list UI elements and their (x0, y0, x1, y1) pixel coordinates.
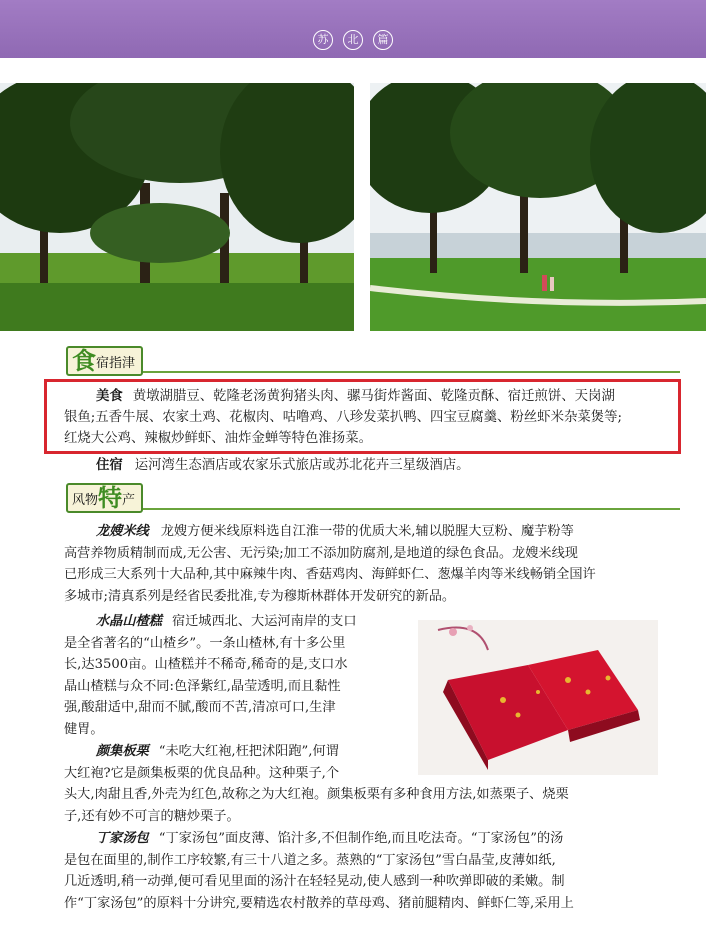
product-text: 宿迁城西北、大运河南岸的支口 (171, 614, 357, 629)
product-text: 晶山楂糕与众不同:色泽紫红,晶莹透明,而且黏性 (64, 678, 341, 694)
lodging-paragraph (64, 455, 680, 476)
food-lodging-title-big: 食 (72, 347, 96, 375)
product-hawthorn-cake (64, 611, 416, 740)
food-label: 美食 (96, 389, 123, 404)
food-line-3: 红烧大公鸡、辣椒炒鲜虾、油炸金蝉等特色淮扬菜。 (64, 431, 372, 446)
product-name-hawthorn: 水晶山楂糕 (96, 614, 162, 629)
header-title (0, 30, 706, 50)
products-heading (66, 483, 680, 513)
product-chestnut (64, 741, 680, 827)
product-soup-dumpling (64, 828, 680, 914)
product-text: 是全省著名的“山楂乡”。一条山楂林,有十多公里 (64, 635, 346, 651)
product-text: 长,达3500亩。山楂糕并不稀奇,稀奇的是,支口水 (64, 657, 348, 672)
header-char-1: 苏 (313, 30, 333, 50)
products-title-big: 特 (98, 484, 123, 512)
products-title (66, 483, 143, 513)
park-photo (370, 83, 706, 331)
product-text: 多城市;清真系列是经省民委批准,专为穆斯林群体开发研究的新品。 (64, 588, 456, 604)
product-text: 大红袍?它是颜集板栗的优良品种。这种栗子,个 (64, 765, 340, 781)
food-lodging-title (66, 346, 143, 376)
heading-rule-2 (143, 508, 680, 510)
product-text: 健胃。 (64, 721, 104, 737)
forest-photo (0, 83, 354, 331)
header-char-3: 篇 (373, 30, 393, 50)
product-mixian (64, 521, 680, 607)
product-name-dumpling: 丁家汤包 (96, 831, 149, 846)
product-text: 作“丁家汤包”的原料十分讲究,要精选农村散养的草母鸡、猪前腿精肉、鲜虾仁等,采用上 (64, 895, 574, 911)
heading-rule (143, 371, 680, 373)
products-title-pre: 风物 (72, 493, 99, 508)
lodging-label: 住宿 (96, 458, 123, 473)
product-text: 是包在面里的,制作工序较繁,有三十八道之多。蒸熟的“丁家汤包”雪白晶莹,皮薄如纸, (64, 852, 556, 868)
food-line-2: 银鱼;五香牛展、农家土鸡、花椒肉、咕噜鸡、八珍发菜扒鸭、四宝豆腐羹、粉丝虾米杂菜煲等; (64, 410, 623, 425)
product-text: 强,酸甜适中,甜而不腻,酸而不苦,清凉可口,生津 (64, 700, 336, 715)
product-text: 头大,肉甜且香,外壳为红色,故称之为大红袍。颜集板栗有多种食用方法,如蒸栗子、烧栗 (64, 787, 569, 802)
product-text: 子,还有妙不可言的糖炒栗子。 (64, 808, 240, 824)
product-text: “未吃大红袍,枉把沭阳跑”,何谓 (158, 744, 339, 759)
products-title-post: 产 (122, 493, 136, 508)
header-banner (0, 0, 706, 58)
food-lodging-title-rest: 宿指津 (96, 356, 136, 371)
product-text: “丁家汤包”面皮薄、馅汁多,不但制作绝,而且吃法奇。“丁家汤包”的汤 (158, 831, 564, 846)
product-text: 几近透明,稍一动弹,便可看见里面的汤汁在轻轻晃动,使人感到一种吹弹即破的柔嫩。制 (64, 874, 565, 889)
product-text: 高营养物质精制而成,无公害、无污染;加工不添加防腐剂,是地道的绿色食品。龙嫂米线现 (64, 545, 578, 561)
food-paragraph (64, 386, 680, 449)
product-text: 龙嫂方便米线原料选自江淮一带的优质大米,辅以脱腥大豆粉、魔芋粉等 (160, 524, 574, 539)
food-line-1 (64, 386, 680, 407)
lodging-text: 运河湾生态酒店或农家乐式旅店或苏北花卉三星级酒店。 (134, 458, 470, 473)
food-lodging-heading (66, 346, 680, 376)
product-text: 已形成三大系列十大品种,其中麻辣牛肉、香菇鸡肉、海鲜虾仁、葱爆羊肉等米线畅销全国许 (64, 567, 596, 582)
food-text-1: 黄墩湖腊豆、乾隆老汤黄狗猪头肉、骡马街炸酱面、乾隆贡酥、宿迁煎饼、天岗湖 (132, 389, 615, 404)
product-name-mixian: 龙嫂米线 (96, 524, 149, 539)
header-char-2: 北 (343, 30, 363, 50)
product-name-chestnut: 颜集板栗 (96, 744, 149, 759)
